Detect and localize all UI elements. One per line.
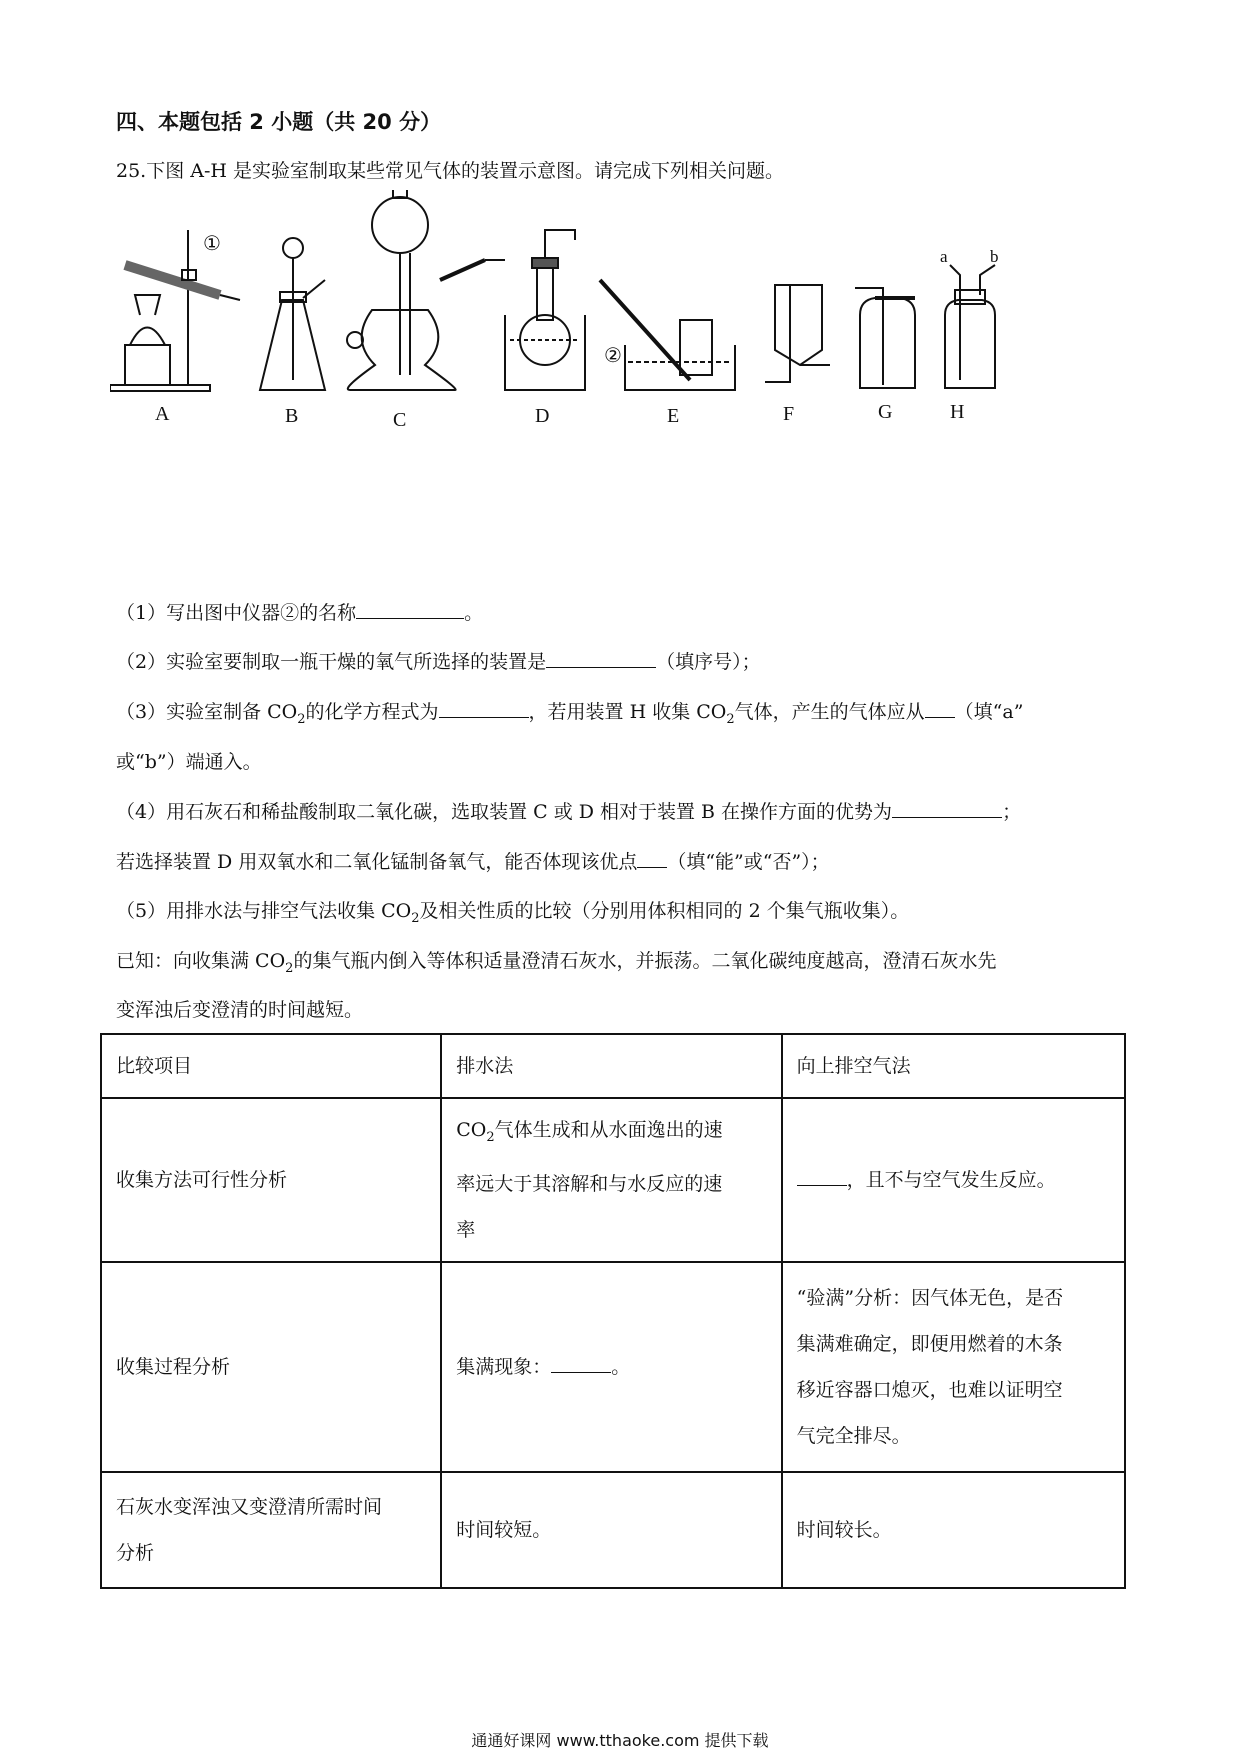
q3-sub: 2 [297,711,306,727]
table-header-row [101,1034,1125,1098]
figure-label-h: H [950,401,965,423]
q3-cont: 或“b”）端通入。 [116,751,262,773]
question-intro: 25.下图 A-H 是实验室制取某些常见气体的装置示意图。请完成下列相关问题。 [116,160,785,182]
row2-air-l4: 气完全排尽。 [796,1425,911,1447]
row1-air-blank[interactable] [797,1167,847,1186]
q3-sub2: 2 [726,711,735,727]
apparatus-figure [110,190,1130,490]
row2-air-l3: 移近容器口熄灭，也难以证明空 [796,1379,1063,1401]
page-footer: 通通好课网 www.tthaoke.com 提供下载 [471,1731,769,1750]
figure-mark-1: ① [203,233,221,255]
figure-mark-a: a [940,247,948,266]
q5-suffix: 及相关性质的比较（分别用体积相同的 2 个集气瓶收集）。 [419,900,910,922]
q2-suffix: （填序号）； [656,651,761,673]
row1-item: 收集方法可行性分析 [101,1098,441,1262]
row2-item: 收集过程分析 [101,1262,441,1472]
row2-water-suffix: 。 [611,1356,631,1378]
figure-label-d: D [535,405,550,427]
figure-mark-2: ② [604,345,622,367]
q4-line2 [116,847,830,874]
q3-suffix: （填“a” [954,701,1024,723]
apparatus-h [945,265,995,388]
figure-mark-b: b [990,247,999,266]
q3-mid: 的化学方程式为 [305,701,439,723]
q5-prefix: （5）用排水法与排空气法收集 CO [116,900,412,922]
row1-water-l3: 率 [456,1218,476,1241]
figure-label-c: C [393,409,407,431]
apparatus-e [600,280,735,390]
row2-air [782,1262,1125,1472]
figure-label-f: F [783,403,795,425]
q4-prefix: （4）用石灰石和稀盐酸制取二氧化碳，选取装置 C 或 D 相对于装置 B 在操作方面的优势为 [116,801,893,823]
q4-line [116,797,1021,824]
q4-advantage-blank[interactable] [892,799,1002,818]
q4-yesno-blank[interactable] [637,849,667,868]
row1-water-sub: 2 [486,1129,495,1145]
table-row [101,1098,1125,1262]
apparatus-f [765,285,830,382]
row1-air-suffix: ，且不与空气发生反应。 [846,1169,1056,1191]
figure-label-a: A [155,403,170,425]
header-water: 排水法 [441,1034,781,1098]
header-air: 向上排空气法 [782,1034,1125,1098]
q4-line2-prefix: 若选择装置 D 用双氧水和二氧化锰制备氧气，能否体现该优点 [116,851,638,873]
row3-item [101,1472,441,1588]
q3-prefix: （3）实验室制备 CO [116,701,298,723]
known-line2: 变浑浊后变澄清的时间越短。 [116,999,364,1021]
q3-port-blank[interactable] [925,699,955,718]
apparatus-d [505,230,585,390]
table-row [101,1262,1125,1472]
comparison-table [100,1033,1126,1589]
known-suffix: 的集气瓶内倒入等体积适量澄清石灰水，并振荡。二氧化碳纯度越高，澄清石灰水先 [293,950,997,972]
row1-water-l2: 率远大于其溶解和与水反应的速 [456,1172,723,1195]
figure-label-g: G [878,401,893,423]
q3-mid3: 气体，产生的气体应从 [734,701,925,723]
row3-item-l1: 石灰水变浑浊又变澄清所需时间 [116,1496,383,1518]
row2-water [441,1262,781,1472]
q3-equation-blank[interactable] [439,699,529,718]
row1-water-a: CO [456,1119,487,1142]
apparatus-b [260,238,325,390]
row2-air-l1: “验满”分析：因气体无色，是否 [796,1287,1064,1309]
row1-water [441,1098,781,1262]
q1-suffix: 。 [464,602,484,624]
row3-item-l2: 分析 [116,1542,155,1564]
row1-water-b: 气体生成和从水面逸出的速 [494,1119,723,1142]
known-sub: 2 [285,960,294,976]
q1-line [116,598,483,625]
row3-water: 时间较短。 [441,1472,781,1588]
known-line1 [116,946,996,976]
row2-water-prefix: 集满现象： [456,1356,552,1378]
q4-line2-suffix: （填“能”或“否”）； [667,851,830,873]
q2-prefix: （2）实验室要制取一瓶干燥的氧气所选择的装置是 [116,651,547,673]
q3-mid2: ，若用装置 H 收集 CO [528,701,727,723]
row2-air-l2: 集满难确定，即便用燃着的木条 [796,1333,1063,1355]
row1-air [782,1098,1125,1262]
q4-suffix: ； [1002,801,1022,823]
q5-line [116,896,909,926]
table-row [101,1472,1125,1588]
q2-line [116,647,761,674]
figure-label-b: B [285,405,299,427]
section-title: 四、本题包括 2 小题（共 20 分） [116,110,442,134]
apparatus-c [347,190,505,390]
q3-line [116,697,1023,727]
header-item: 比较项目 [101,1034,441,1098]
figure-label-e: E [667,405,680,427]
apparatus-g [855,288,915,388]
row3-air: 时间较长。 [782,1472,1125,1588]
q1-prefix: （1）写出图中仪器②的名称 [116,602,357,624]
known-prefix: 已知：向收集满 CO [116,950,286,972]
q1-answer-blank[interactable] [356,600,464,619]
q2-answer-blank[interactable] [546,649,656,668]
q5-sub: 2 [411,910,420,926]
row2-water-blank[interactable] [551,1354,611,1373]
